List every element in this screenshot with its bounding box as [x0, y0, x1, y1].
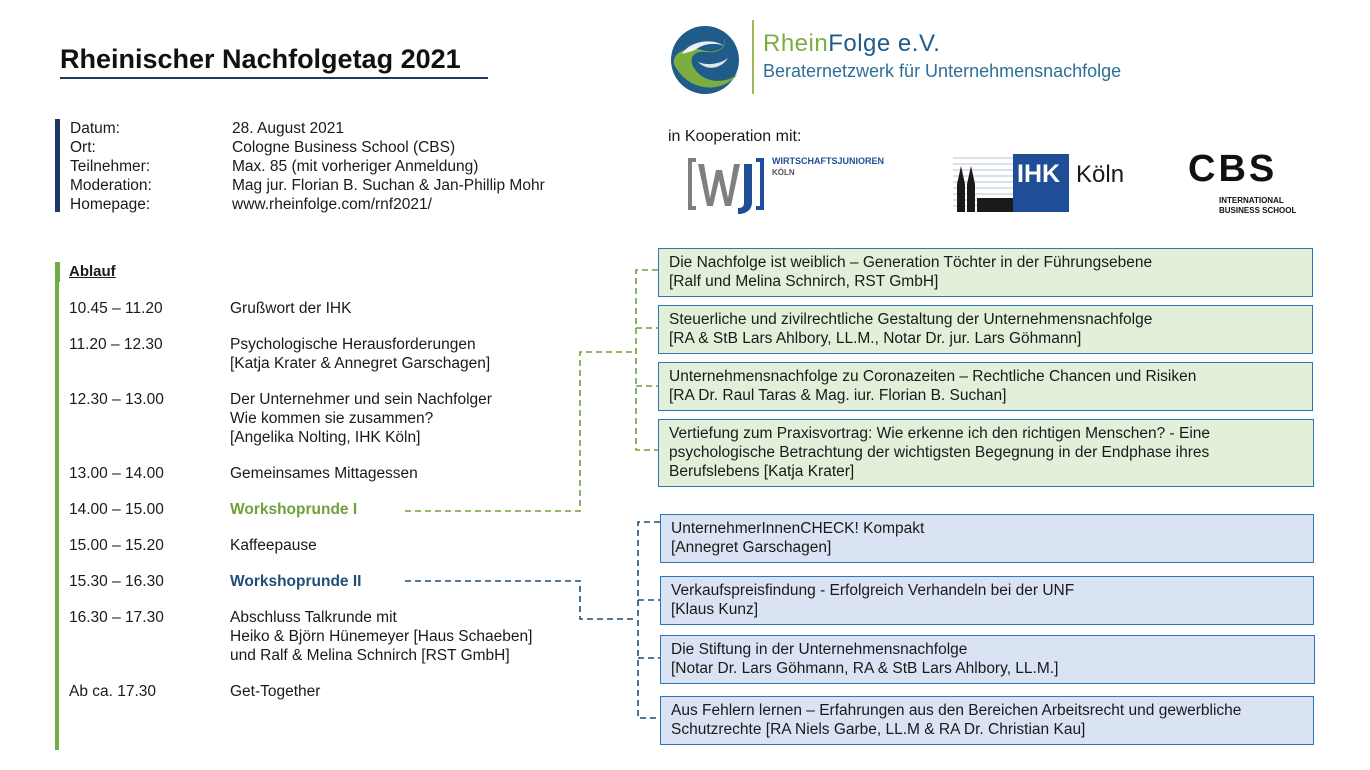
workshop-title: Die Stiftung in der Unternehmensnachfolge — [671, 641, 968, 658]
workshop-speakers: [Klaus Kunz] — [671, 601, 759, 618]
workshop-title-line: psychologische Betrachtung der wichtigsten Begegnung in der Endphase ihres — [669, 444, 1210, 461]
page-title: Rheinischer Nachfolgetag 2021 — [60, 44, 461, 74]
workshop-speakers: Berufslebens [Katja Krater] — [669, 463, 855, 480]
workshop-speakers: [Annegret Garschagen] — [671, 539, 832, 556]
info-label: Datum: — [70, 120, 120, 137]
workshop-box[interactable] — [660, 576, 1314, 625]
wj-city: KÖLN — [772, 168, 795, 177]
info-value: Cologne Business School (CBS) — [232, 139, 456, 156]
schedule-desc-line: [Katja Krater & Annegret Garschagen] — [230, 355, 491, 372]
workshop-title: UnternehmerInnenCHECK! Kompakt — [671, 520, 925, 537]
info-label: Moderation: — [70, 177, 152, 194]
cbs-line1: INTERNATIONAL — [1219, 196, 1284, 205]
workshop-box[interactable] — [658, 248, 1313, 297]
info-label: Ort: — [70, 139, 96, 156]
workshop-round-1-label: Workshoprunde I — [230, 501, 358, 518]
brand-name-part1: Rhein — [763, 30, 829, 57]
workshop-title: Verkaufspreisfindung - Erfolgreich Verhandeln bei der UNF — [671, 582, 1075, 599]
schedule-time: Ab ca. 17.30 — [69, 683, 157, 700]
schedule-desc-line: Heiko & Björn Hünemeyer [Haus Schaeben] — [230, 628, 533, 645]
brand-tagline: Beraternetzwerk für Unternehmensnachfolge — [763, 61, 1122, 81]
workshop-box[interactable] — [658, 419, 1314, 487]
workshop-box[interactable] — [660, 514, 1314, 563]
schedule-time: 15.30 – 16.30 — [69, 573, 164, 590]
cooperation-label: in Kooperation mit: — [668, 128, 802, 145]
schedule-desc: Der Unternehmer und sein Nachfolger — [230, 391, 492, 408]
info-value: Mag jur. Florian B. Suchan & Jan-Phillip Mohr — [232, 177, 545, 194]
workshop-title: Unternehmensnachfolge zu Coronazeiten – Rechtliche Chancen und Risiken — [669, 368, 1197, 385]
cbs-letters: CBS — [1188, 148, 1278, 190]
schedule-time: 13.00 – 14.00 — [69, 465, 164, 482]
schedule-desc: Grußwort der IHK — [230, 300, 352, 317]
workshop-title: Die Nachfolge ist weiblich – Generation Töchter in der Führungsebene — [669, 254, 1153, 271]
brand-name-part2: Folge e.V. — [828, 30, 941, 57]
schedule-time: 10.45 – 11.20 — [69, 300, 163, 317]
workshop-box[interactable] — [660, 635, 1315, 684]
connector-round-1 — [405, 270, 658, 511]
connector-round-2 — [405, 522, 660, 718]
ihk-name: IHK — [1017, 160, 1061, 188]
workshop-speakers: [Notar Dr. Lars Göhmann, RA & StB Lars Ahlbory, LL.M.] — [671, 660, 1059, 677]
schedule-desc: Kaffeepause — [230, 537, 317, 554]
workshop-title: Aus Fehlern lernen – Erfahrungen aus den Bereichen Arbeitsrecht und gewerbliche — [671, 702, 1242, 719]
info-value[interactable]: www.rheinfolge.com/rnf2021/ — [232, 196, 432, 213]
info-value: Max. 85 (mit vorheriger Anmeldung) — [232, 158, 479, 175]
ihk-city: Köln — [1076, 161, 1125, 188]
workshop-round-2-label: Workshoprunde II — [230, 573, 362, 590]
workshop-box[interactable] — [658, 305, 1313, 354]
workshop-speakers: Schutzrechte [RA Niels Garbe, LL.M & RA Dr. Christian Kau] — [671, 721, 1086, 738]
workshop-speakers: [RA Dr. Raul Taras & Mag. iur. Florian B. Suchan] — [669, 387, 1007, 404]
cbs-line2: BUSINESS SCHOOL — [1219, 206, 1297, 215]
workshop-speakers: [Ralf und Melina Schnirch, RST GmbH] — [669, 273, 939, 290]
workshop-box[interactable] — [660, 696, 1314, 745]
schedule-desc: Abschluss Talkrunde mit — [230, 609, 397, 626]
schedule-time: 16.30 – 17.30 — [69, 609, 164, 626]
schedule-desc: Get-Together — [230, 683, 321, 700]
schedule-time: 15.00 – 15.20 — [69, 537, 164, 554]
schedule-time: 11.20 – 12.30 — [69, 336, 163, 353]
workshop-title: Vertiefung zum Praxisvortrag: Wie erkenne ich den richtigen Menschen? - Eine — [669, 425, 1211, 442]
schedule-desc: Psychologische Herausforderungen — [230, 336, 476, 353]
schedule-desc-line: und Ralf & Melina Schnirch [RST GmbH] — [230, 647, 510, 664]
schedule-time: 12.30 – 13.00 — [69, 391, 164, 408]
schedule-desc-line: [Angelika Nolting, IHK Köln] — [230, 429, 421, 446]
info-label: Teilnehmer: — [70, 158, 151, 175]
workshop-box[interactable] — [658, 362, 1313, 411]
workshop-speakers: [RA & StB Lars Ahlbory, LL.M., Notar Dr. jur. Lars Göhmann] — [669, 330, 1082, 347]
wj-name: WIRTSCHAFTSJUNIOREN — [772, 156, 884, 166]
workshop-title: Steuerliche und zivilrechtliche Gestaltung der Unternehmensnachfolge — [669, 311, 1153, 328]
info-label: Homepage: — [70, 196, 151, 213]
schedule-desc-line: Wie kommen sie zusammen? — [230, 410, 434, 427]
schedule-desc: Gemeinsames Mittagessen — [230, 465, 418, 482]
schedule-time: 14.00 – 15.00 — [69, 501, 164, 518]
schedule-heading: Ablauf — [69, 263, 116, 280]
info-value: 28. August 2021 — [232, 120, 345, 137]
